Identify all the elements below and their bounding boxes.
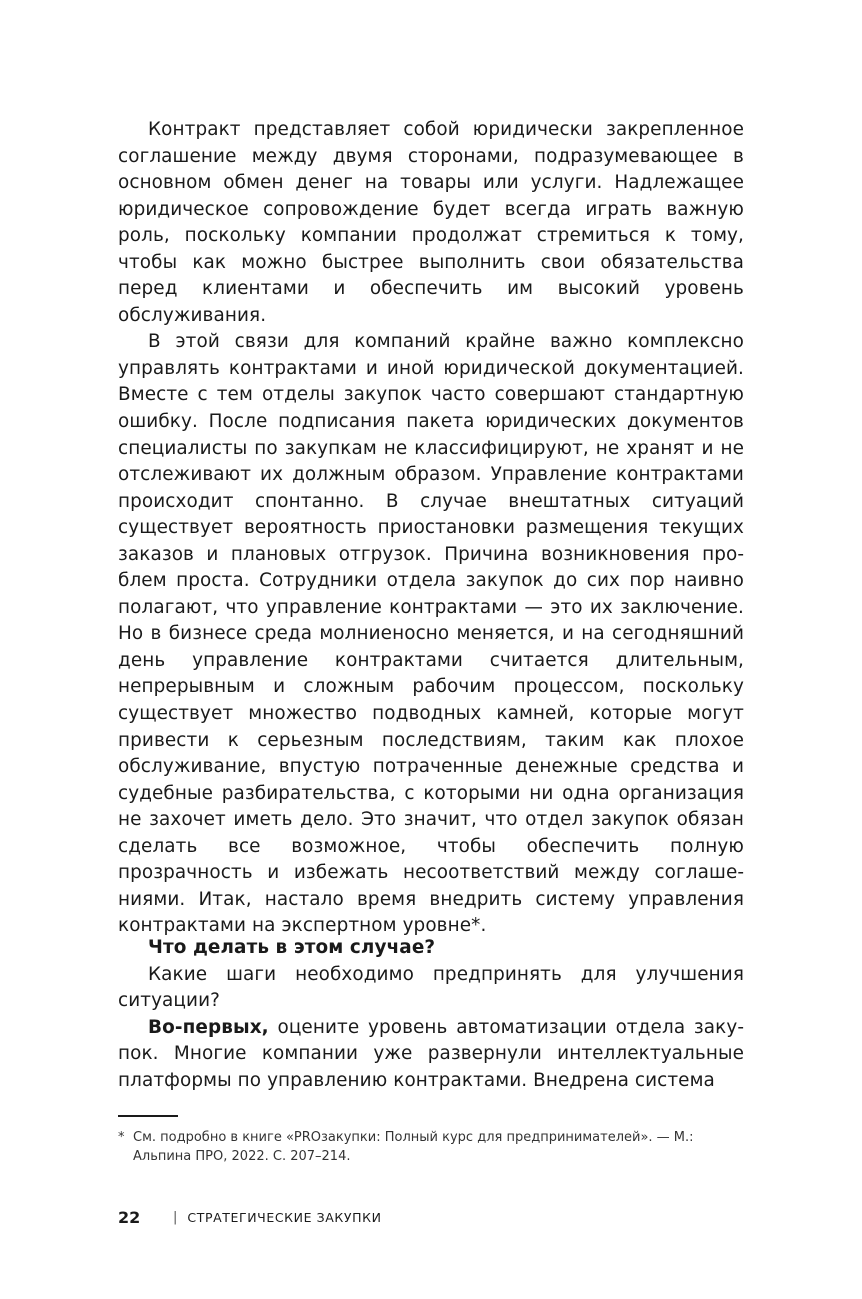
footnote-text: См. подробно в книге «PROзакупки: Полный курс для предпринимателей». — М.: Альпина ПРО, 2022. С. 207–214. — [133, 1130, 694, 1164]
page-number: 22 — [118, 1207, 141, 1227]
paragraph-step-one — [118, 1015, 744, 1095]
main-text-top — [118, 117, 744, 940]
step-one-text: оцените уровень автоматизации отдела закупок. Многие компании уже развернули интеллектуальные платформы по управлению контрактами. Внедрена система — [118, 1016, 744, 1091]
footnote-mark: * — [118, 1130, 125, 1145]
running-head: СТРАТЕГИЧЕСКИЕ ЗАКУПКИ — [187, 1209, 382, 1225]
main-text-bottom — [118, 935, 744, 1094]
footnote — [118, 1128, 744, 1166]
footnote-divider — [118, 1115, 178, 1117]
page-footer — [118, 1206, 382, 1228]
paragraph-contract-management: В этой связи для компаний крайне важно комплексно управлять контрактами и иной юридической документацией. Вместе с тем отделы закупок часто совершают стандартную ошибку. После подписания пакета юридических документов специалисты по закупкам не классифицируют, не хранят и не отслеживают их должным образом. Управление контрактами происходит спонтанно. В случае внештатных ситуаций существует вероятность приостановки размещения текущих заказов и плановых отгрузок. Причина возникновения проблем проста. Сотрудники отдела закупок до сих пор наивно полагают, что управление контрактами — это их заключение. Но в бизнесе среда молниеносно меняется, и на сегодняшний день управление контрактами считается длительным, непрерывным и сложным рабочим процессом, поскольку существует множество подводных камней, которые могут привести к серьезным последствиям, таким как плохое обслуживание, впустую потраченные денежные средства и судебные разбирательства, с которыми ни одна организация не захочет иметь дело. Это значит, что отдел закупок обязан сделать все возможное, чтобы обеспечить полную прозрачность и избежать несоответствий между соглашениями. Итак, настало время внедрить систему управления контрактами на экспертном уровне*. — [118, 331, 744, 937]
step-one-lead: Во-первых, — [148, 1016, 269, 1038]
footer-separator: | — [173, 1209, 178, 1225]
paragraph-contract-definition: Контракт представляет собой юридически закрепленное соглашение между двумя сторонами, подразумевающее в основном обмен денег на товары или услуги. Надлежащее юридическое сопровождение будет всегда играть важную роль, поскольку компании продолжат стремиться к тому, чтобы как можно быстрее выполнить свои обязательства перед клиентами и обеспечить им высокий уровень обслуживания. — [118, 119, 744, 326]
paragraph-question: Какие шаги необходимо предпринять для улучшения ситуации? — [118, 963, 744, 1012]
section-heading: Что делать в этом случае? — [148, 937, 436, 958]
